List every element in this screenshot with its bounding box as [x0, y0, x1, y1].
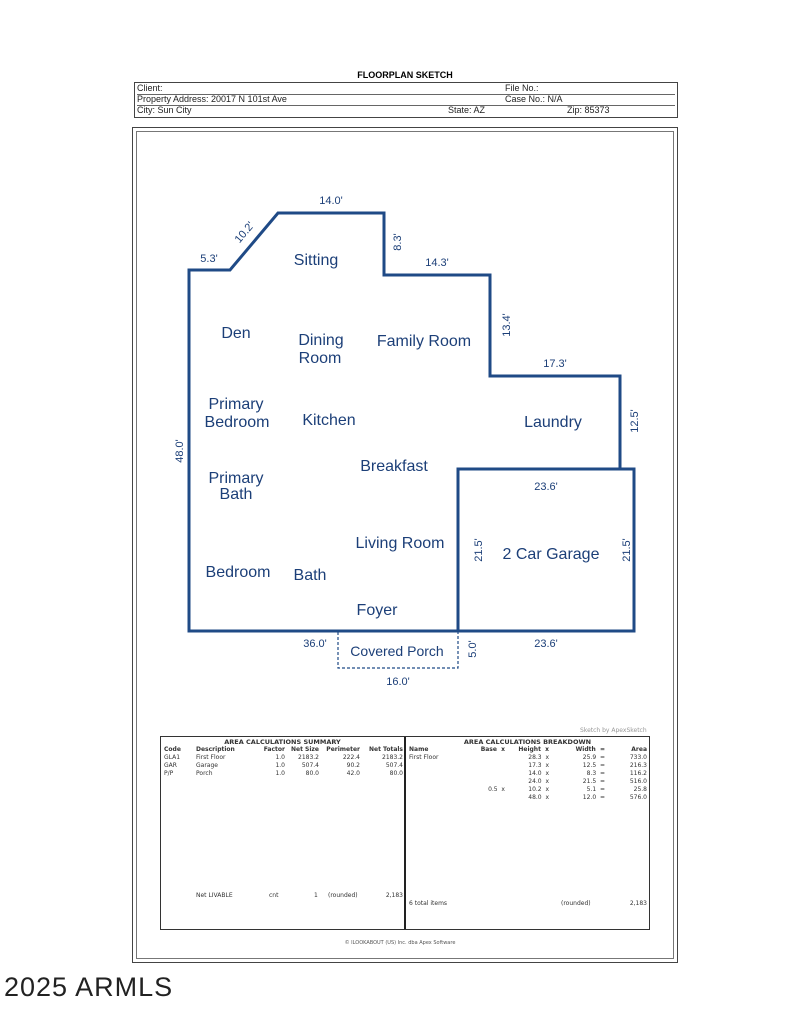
- col-header: Description: [196, 746, 235, 753]
- cell: 28.3 x: [528, 754, 549, 761]
- cell: GLA1: [164, 754, 181, 761]
- col-header: Area: [631, 746, 647, 753]
- dimension-label: 14.0': [319, 195, 343, 207]
- cell: 116.2: [629, 770, 647, 777]
- cell: 5.1 =: [586, 786, 605, 793]
- cell: First Floor: [196, 754, 226, 761]
- cell: 80.0: [305, 770, 319, 777]
- room-label: Dining: [298, 332, 344, 349]
- room-label: Laundry: [524, 414, 582, 431]
- room-label: Primary: [208, 396, 264, 413]
- cell: 1.0: [275, 762, 285, 769]
- cell: 25.9 =: [582, 754, 605, 761]
- room-label: Kitchen: [302, 412, 356, 429]
- cell: 24.0 x: [528, 778, 549, 785]
- cell: 222.4: [342, 754, 360, 761]
- dimension-label: 10.2': [232, 219, 257, 246]
- cell: 507.4: [301, 762, 319, 769]
- room-label: Foyer: [356, 602, 398, 619]
- room-label: Covered Porch: [350, 643, 444, 659]
- col-header: Base x: [480, 746, 505, 753]
- city: City: Sun City: [137, 105, 192, 115]
- cell: 2,183: [629, 900, 647, 907]
- cell: 10.2 x: [528, 786, 549, 793]
- cell: 14.0 x: [528, 770, 549, 777]
- dimension-label: 21.5': [621, 538, 633, 562]
- col-header: Code: [164, 746, 181, 753]
- cell: 576.0: [629, 794, 647, 801]
- cell: 216.3: [629, 762, 647, 769]
- cell: 507.4: [385, 762, 403, 769]
- cell: 21.5 =: [582, 778, 605, 785]
- cell: 12.5 =: [582, 762, 605, 769]
- col-header: Name: [409, 746, 429, 753]
- cell: 48.0 x: [528, 794, 549, 801]
- cell: 25.8: [633, 786, 647, 793]
- breakdown-name: First Floor: [409, 754, 439, 761]
- watermark: 2025 ARMLS: [4, 972, 174, 1002]
- room-label: Bath: [219, 486, 253, 503]
- cell: Garage: [196, 762, 218, 769]
- dimension-label: 13.4': [501, 313, 513, 337]
- dimension-label: 5.3': [200, 253, 218, 265]
- summary-title: AREA CALCULATIONS SUMMARY: [224, 738, 341, 746]
- dimension-label: 36.0': [303, 638, 327, 650]
- room-label: Sitting: [293, 252, 339, 269]
- room-label: Room: [298, 350, 342, 367]
- room-label: Bedroom: [205, 564, 271, 581]
- dimension-label: 23.6': [534, 638, 558, 650]
- dimension-label: 16.0': [386, 676, 410, 688]
- client: Client:: [137, 83, 163, 93]
- state: State: AZ: [448, 105, 486, 115]
- cell: 17.3 x: [528, 762, 549, 769]
- cell: 2183.2: [298, 754, 319, 761]
- cell: 90.2: [346, 762, 360, 769]
- cell: 516.0: [629, 778, 647, 785]
- room-label: Bedroom: [204, 414, 270, 431]
- col-header: Net Totals: [368, 746, 403, 753]
- copyright: © ILOOKABOUT (US) Inc. dba Apex Software: [344, 940, 456, 946]
- cell: 12.0 =: [582, 794, 605, 801]
- cell: (rounded): [561, 900, 591, 907]
- cell: 733.0: [629, 754, 647, 761]
- cell: 2183.2: [382, 754, 403, 761]
- cell: 2,183: [385, 892, 403, 899]
- col-header: Height x: [518, 746, 549, 753]
- cell: P/P: [164, 770, 174, 777]
- col-header: Factor: [263, 746, 285, 753]
- cell: (rounded): [328, 892, 358, 899]
- col-header: Width =: [575, 746, 605, 753]
- zip: Zip: 85373: [567, 105, 610, 115]
- col-header: Net Size: [291, 746, 319, 753]
- room-label: 2 Car Garage: [502, 546, 600, 563]
- room-label: Bath: [293, 567, 327, 584]
- table-divider: [404, 737, 406, 929]
- room-label: Living Room: [355, 535, 445, 552]
- dimension-label: 14.3': [425, 257, 449, 269]
- cell: 8.3 =: [586, 770, 605, 777]
- room-label: Primary: [208, 470, 264, 487]
- page-title: FLOORPLAN SKETCH: [357, 70, 453, 80]
- room-label: Breakfast: [360, 458, 428, 475]
- cell: 1.0: [275, 754, 285, 761]
- case-no: Case No.: N/A: [505, 94, 563, 104]
- cell: Net LIVABLE: [196, 892, 233, 899]
- cell: cnt: [269, 892, 279, 899]
- dimension-label: 8.3': [392, 233, 404, 251]
- cell: 42.0: [346, 770, 360, 777]
- cell: 80.0: [389, 770, 403, 777]
- cell: 1.0: [275, 770, 285, 777]
- room-label: Den: [221, 325, 251, 342]
- area-calculations: [160, 736, 650, 930]
- dimension-label: 12.5': [629, 409, 641, 433]
- cell: 1: [314, 892, 318, 899]
- cell: 6 total items: [409, 900, 448, 907]
- cell: Porch: [196, 770, 213, 777]
- dimension-label: 48.0': [174, 439, 186, 463]
- dimension-label: 17.3': [543, 358, 567, 370]
- breakdown-title: AREA CALCULATIONS BREAKDOWN: [463, 738, 592, 746]
- cell: GAR: [164, 762, 177, 769]
- file-no: File No.:: [505, 83, 539, 93]
- dimension-label: 21.5': [473, 538, 485, 562]
- col-header: Perimeter: [326, 746, 360, 753]
- room-label: Family Room: [376, 333, 472, 350]
- address: Property Address: 20017 N 101st Ave: [137, 94, 287, 104]
- dimension-label: 5.0': [467, 640, 479, 658]
- cell: 0.5 x: [488, 786, 505, 793]
- dimension-label: 23.6': [534, 481, 558, 493]
- sketch-credit: Sketch by ApexSketch: [580, 727, 647, 734]
